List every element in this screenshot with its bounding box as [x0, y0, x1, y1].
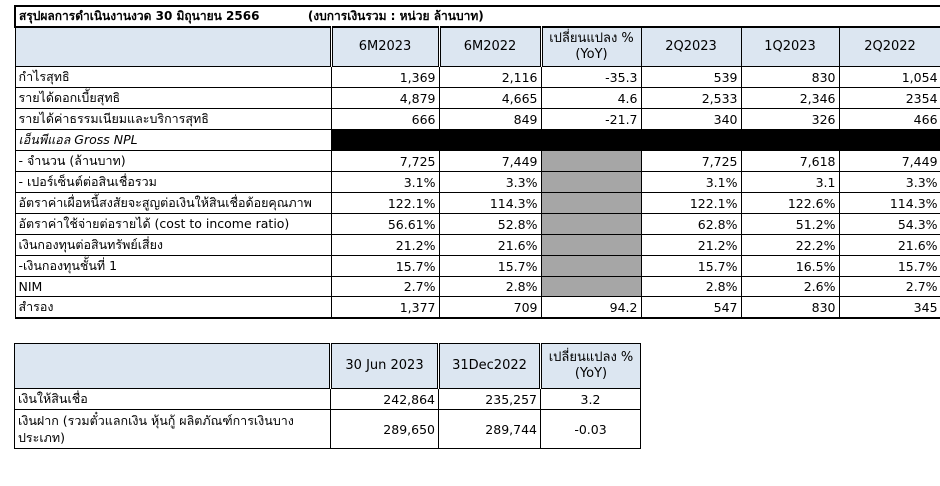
value-cell: 122.1% — [331, 193, 439, 214]
row-label: NIM — [15, 277, 331, 297]
value-cell: 1,054 — [839, 67, 940, 88]
value-cell: 21.6% — [439, 235, 541, 256]
header-cell — [15, 344, 331, 389]
row-label: -เงินกองทุนชั้นที่ 1 — [15, 256, 331, 277]
header-cell — [15, 27, 331, 67]
value-cell: 326 — [741, 109, 839, 130]
value-cell: 7,725 — [641, 151, 741, 172]
table-row — [15, 389, 641, 410]
value-cell: 3.3% — [439, 172, 541, 193]
value-cell: 2.7% — [839, 277, 940, 297]
row-label: สำรอง — [15, 297, 331, 319]
header-cell: 2Q2022 — [839, 27, 940, 67]
section-fill — [331, 130, 940, 151]
table-row — [15, 151, 940, 172]
row-label: เงินกองทุนต่อสินทรัพย์เสี่ยง — [15, 235, 331, 256]
value-cell: 242,864 — [331, 389, 439, 410]
value-cell: 7,449 — [839, 151, 940, 172]
value-cell: 4.6 — [541, 88, 641, 109]
performance-summary-table — [14, 5, 940, 319]
value-cell: 15.7% — [839, 256, 940, 277]
value-cell: 666 — [331, 109, 439, 130]
value-cell: -0.03 — [541, 410, 641, 449]
table-row — [15, 235, 940, 256]
header-cell: 6M2022 — [439, 27, 541, 67]
value-cell: 52.8% — [439, 214, 541, 235]
empty-change-cell — [541, 256, 641, 277]
value-cell: 15.7% — [641, 256, 741, 277]
value-cell: 2354 — [839, 88, 940, 109]
value-cell: 849 — [439, 109, 541, 130]
value-cell: 22.2% — [741, 235, 839, 256]
value-cell: 94.2 — [541, 297, 641, 319]
value-cell: 3.1 — [741, 172, 839, 193]
table-row — [15, 277, 940, 297]
value-cell: 340 — [641, 109, 741, 130]
value-cell: 2.8% — [439, 277, 541, 297]
value-cell: 2.6% — [741, 277, 839, 297]
value-cell: 7,449 — [439, 151, 541, 172]
row-label: - เปอร์เซ็นต์ต่อสินเชื่อรวม — [15, 172, 331, 193]
value-cell: 7,618 — [741, 151, 839, 172]
table-row — [15, 410, 641, 449]
row-label: - จำนวน (ล้านบาท) — [15, 151, 331, 172]
value-cell: 2,346 — [741, 88, 839, 109]
title-cell — [15, 6, 940, 27]
row-label: เอ็นพีแอล Gross NPL — [15, 130, 331, 151]
value-cell: 122.1% — [641, 193, 741, 214]
value-cell: 466 — [839, 109, 940, 130]
header-cell: 30 Jun 2023 — [331, 344, 439, 389]
value-cell: 289,744 — [439, 410, 541, 449]
value-cell: 2.7% — [331, 277, 439, 297]
value-cell: 122.6% — [741, 193, 839, 214]
value-cell: 21.2% — [331, 235, 439, 256]
empty-change-cell — [541, 235, 641, 256]
value-cell: 62.8% — [641, 214, 741, 235]
table-row — [15, 109, 940, 130]
value-cell: 3.1% — [641, 172, 741, 193]
value-cell: 3.3% — [839, 172, 940, 193]
table-row — [15, 88, 940, 109]
value-cell: 1,377 — [331, 297, 439, 319]
header-cell: เปลี่ยนแปลง % (YoY) — [541, 27, 641, 67]
report-title: สรุปผลการดำเนินงานงวด 30 มิถุนายน 2566 — [19, 9, 260, 23]
value-cell: 4,665 — [439, 88, 541, 109]
value-cell: 235,257 — [439, 389, 541, 410]
value-cell: 2,533 — [641, 88, 741, 109]
value-cell: 54.3% — [839, 214, 940, 235]
header-row — [15, 344, 641, 389]
value-cell: -35.3 — [541, 67, 641, 88]
value-cell: 3.2 — [541, 389, 641, 410]
value-cell: 3.1% — [331, 172, 439, 193]
empty-change-cell — [541, 172, 641, 193]
value-cell: 15.7% — [331, 256, 439, 277]
value-cell: 16.5% — [741, 256, 839, 277]
table-row — [15, 297, 940, 319]
unit-note: (งบการเงินรวม : หน่วย ล้านบาท) — [307, 9, 484, 23]
header-cell: 6M2023 — [331, 27, 439, 67]
value-cell: 2.8% — [641, 277, 741, 297]
value-cell: 7,725 — [331, 151, 439, 172]
header-cell: เปลี่ยนแปลง %(YoY) — [541, 344, 641, 389]
value-cell: 1,369 — [331, 67, 439, 88]
value-cell: 15.7% — [439, 256, 541, 277]
value-cell: 830 — [741, 67, 839, 88]
value-cell: 2,116 — [439, 67, 541, 88]
value-cell: 21.6% — [839, 235, 940, 256]
row-label: อัตราค่าใช้จ่ายต่อรายได้ (cost to income ratio) — [15, 214, 331, 235]
balance-summary-table — [14, 343, 641, 449]
empty-change-cell — [541, 193, 641, 214]
header-cell: 31Dec2022 — [439, 344, 541, 389]
table-row — [15, 67, 940, 88]
value-cell: 21.2% — [641, 235, 741, 256]
empty-change-cell — [541, 151, 641, 172]
value-cell: 539 — [641, 67, 741, 88]
value-cell: 345 — [839, 297, 940, 319]
row-label: รายได้ดอกเบี้ยสุทธิ — [15, 88, 331, 109]
npl-section-row — [15, 130, 940, 151]
value-cell: 709 — [439, 297, 541, 319]
title-row — [15, 6, 940, 27]
table-row — [15, 172, 940, 193]
empty-change-cell — [541, 277, 641, 297]
table-row — [15, 214, 940, 235]
value-cell: 114.3% — [839, 193, 940, 214]
empty-change-cell — [541, 214, 641, 235]
table-row — [15, 256, 940, 277]
row-label: อัตราค่าเผื่อหนี้สงสัยจะสูญต่อเงินให้สินเชื่อด้อยคุณภาพ — [15, 193, 331, 214]
row-label: รายได้ค่าธรรมเนียมและบริการสุทธิ — [15, 109, 331, 130]
value-cell: 289,650 — [331, 410, 439, 449]
header-cell: 2Q2023 — [641, 27, 741, 67]
value-cell: 547 — [641, 297, 741, 319]
header-cell: 1Q2023 — [741, 27, 839, 67]
header-row — [15, 27, 940, 67]
row-label: เงินฝาก (รวมตั๋วแลกเงิน หุ้นกู้ ผลิตภัณฑ์การเงินบางประเภท) — [15, 410, 331, 449]
row-label: เงินให้สินเชื่อ — [15, 389, 331, 410]
value-cell: 114.3% — [439, 193, 541, 214]
value-cell: 51.2% — [741, 214, 839, 235]
value-cell: 830 — [741, 297, 839, 319]
value-cell: 4,879 — [331, 88, 439, 109]
row-label: กำไรสุทธิ — [15, 67, 331, 88]
value-cell: 56.61% — [331, 214, 439, 235]
value-cell: -21.7 — [541, 109, 641, 130]
table-row — [15, 193, 940, 214]
